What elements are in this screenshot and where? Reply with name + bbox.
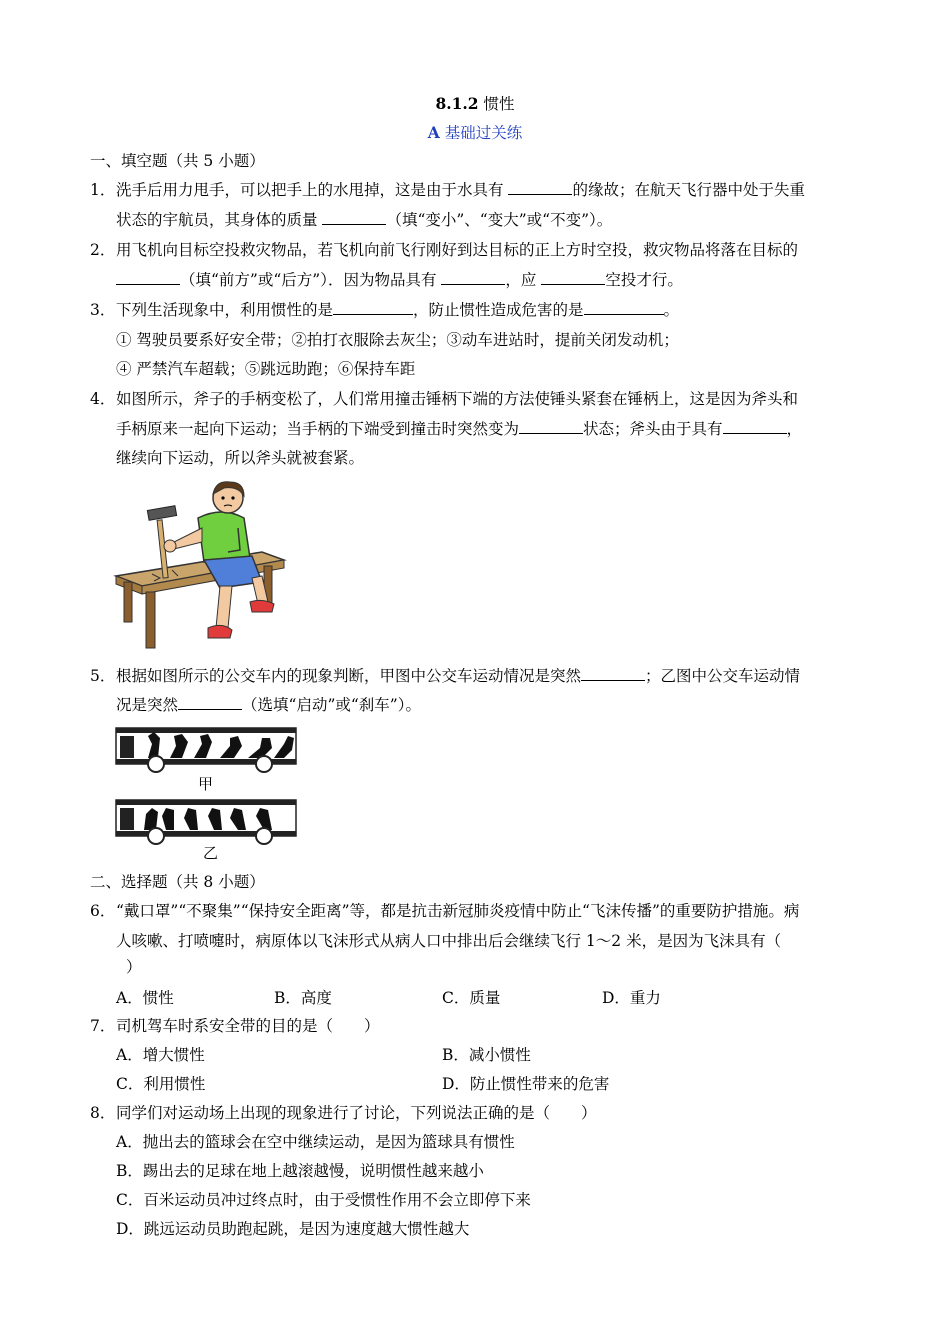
page-title: 8.1.2 惯性 (435, 94, 515, 113)
question-3: 3．下列生活现象中，利用惯性的是 ，防止惯性造成危害的是 。 (90, 301, 680, 319)
question-8: 8．同学们对运动场上出现的现象进行了讨论，下列说法正确的是（ ） (90, 1104, 597, 1122)
answer-blank[interactable] (441, 270, 505, 285)
q7-option-d[interactable]: D．防止惯性带来的危害 (442, 1075, 610, 1093)
hammer-bench-illustration (112, 478, 288, 650)
question-4: 4．如图所示，斧子的手柄变松了，人们常用撞击锤柄下端的方法使锤头紧套在锤柄上，这是因为斧头和 (90, 390, 799, 408)
question-3-items-2: ④ 严禁汽车超载；⑤跳远助跑；⑥保持车距 (116, 360, 416, 378)
bus-diagram-jia (114, 724, 300, 774)
question-1-line-2: 状态的宇航员，其身体的质量 （填“变小”、“变大”或“不变”）。 (116, 211, 613, 229)
q7-option-c[interactable]: C．利用惯性 (116, 1075, 206, 1093)
answer-blank[interactable] (508, 180, 572, 195)
q7-option-b[interactable]: B．减小惯性 (442, 1046, 531, 1064)
question-6-line-3: ） (126, 958, 142, 976)
question-6: 6．“戴口罩”“不聚集”“保持安全距离”等，都是抗击新冠肺炎疫情中防止“飞沫传播”的重要防护措施。病 (90, 902, 800, 920)
answer-blank[interactable] (116, 270, 180, 285)
section-fill-in-heading: 一、填空题（共 5 小题） (90, 152, 265, 170)
q8-option-c[interactable]: C．百米运动员冲过终点时，由于受惯性作用不会立即停下来 (116, 1191, 531, 1209)
question-1: 1．洗手后用力甩手，可以把手上的水甩掉，这是由于水具有 的缘故；在航天飞行器中处于失重 (90, 181, 805, 199)
label-jia: 甲 (198, 775, 214, 793)
answer-blank[interactable] (178, 695, 242, 710)
q8-option-b[interactable]: B．踢出去的足球在地上越滚越慢，说明惯性越来越小 (116, 1162, 484, 1180)
answer-blank[interactable] (322, 210, 386, 225)
page-subtitle: A 基础过关练 (427, 123, 523, 142)
question-5-line-2: 况是突然 （选填“启动”或“刹车”）。 (116, 696, 421, 714)
question-2: 2．用飞机向目标空投救灾物品，若飞机向前飞行刚好到达目标的正上方时空投，救灾物品将落在目标的 (90, 241, 799, 259)
section-choice-heading: 二、选择题（共 8 小题） (90, 873, 265, 891)
question-3-items-1: ① 驾驶员要系好安全带；②拍打衣服除去灰尘；③动车进站时，提前关闭发动机； (116, 331, 679, 349)
answer-blank[interactable] (584, 300, 664, 315)
answer-blank[interactable] (581, 666, 645, 681)
q8-option-a[interactable]: A．抛出去的篮球会在空中继续运动，是因为篮球具有惯性 (116, 1133, 515, 1151)
answer-blank[interactable] (333, 300, 413, 315)
q6-option-b[interactable]: B．高度 (274, 989, 332, 1007)
q6-option-c[interactable]: C．质量 (442, 989, 501, 1007)
question-5: 5．根据如图所示的公交车内的现象判断，甲图中公交车运动情况是突然 ；乙图中公交车运动情 (90, 667, 801, 685)
label-yi: 乙 (203, 844, 219, 862)
answer-blank[interactable] (541, 270, 605, 285)
question-2-line-2: （填“前方”或“后方”）．因为物品具有 ，应 空投才行。 (116, 268, 683, 292)
question-6-line-2: 人咳嗽、打喷嚏时，病原体以飞沫形式从病人口中排出后会继续飞行 1～2 米，是因为飞沫具有（ (116, 932, 782, 950)
bus-diagram-yi (114, 796, 300, 846)
question-4-line-3: 继续向下运动，所以斧头就被套紧。 (116, 449, 365, 467)
q6-option-d[interactable]: D．重力 (602, 989, 661, 1007)
q8-option-d[interactable]: D．跳远运动员助跑起跳，是因为速度越大惯性越大 (116, 1220, 470, 1238)
q7-option-a[interactable]: A．增大惯性 (116, 1046, 205, 1064)
question-7: 7．司机驾车时系安全带的目的是（ ） (90, 1017, 380, 1035)
q6-option-a[interactable]: A．惯性 (116, 989, 174, 1007)
question-4-line-2: 手柄原来一起向下运动；当手柄的下端受到撞击时突然变为 状态；斧头由于具有 ， (116, 420, 803, 438)
answer-blank[interactable] (519, 419, 583, 434)
answer-blank[interactable] (723, 419, 787, 434)
